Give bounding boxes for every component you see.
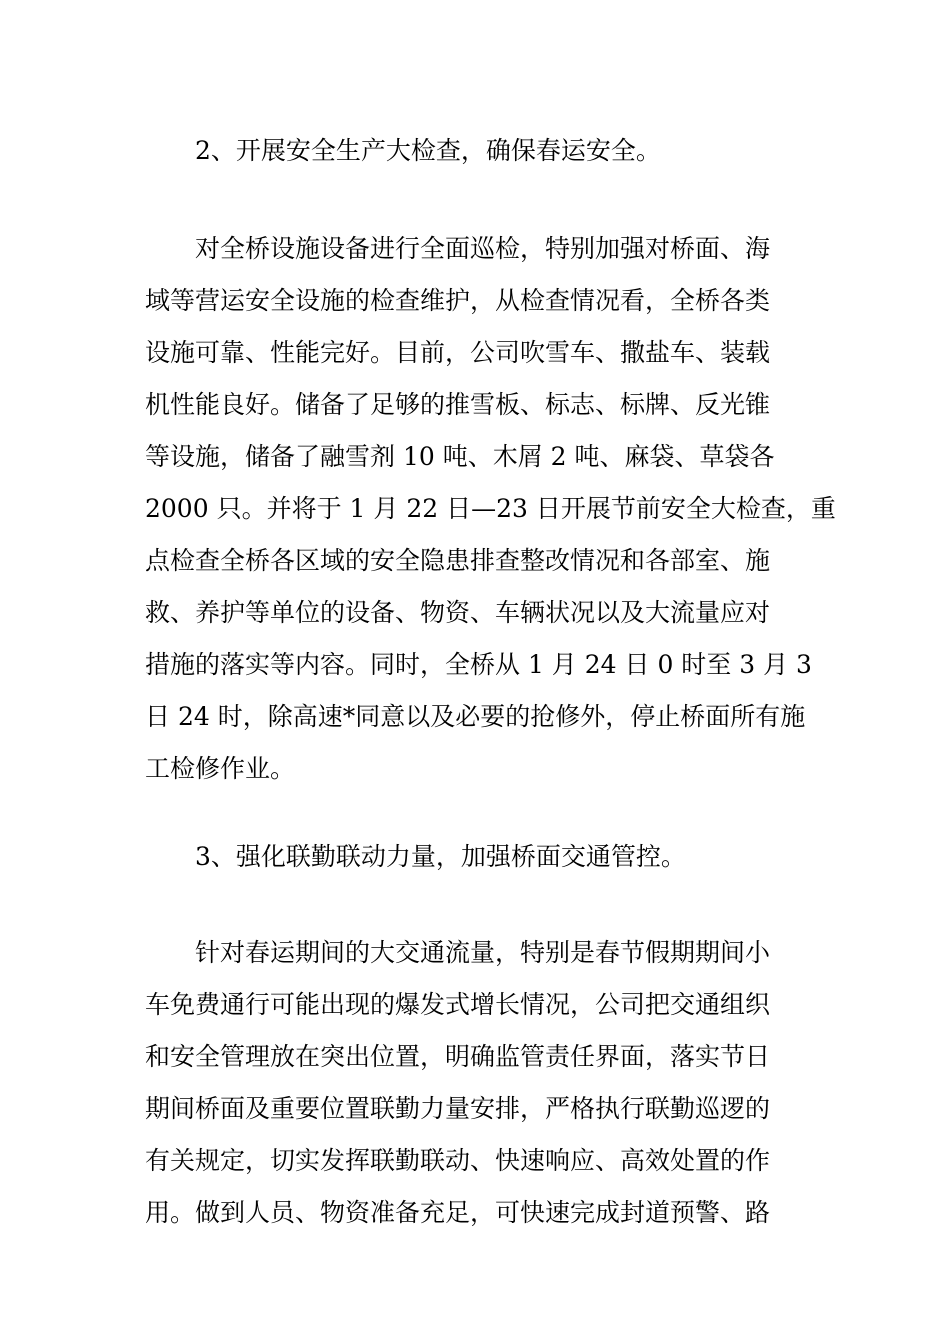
- paragraph-line: 车免费通行可能出现的爆发式增长情况，公司把交通组织: [145, 990, 771, 1019]
- paragraph-line: 有关规定，切实发挥联勤联动、快速响应、高效处置的作: [145, 1146, 771, 1175]
- paragraph-line: 用。做到人员、物资准备充足，可快速完成封道预警、路: [145, 1198, 771, 1227]
- paragraph-line: 机性能良好。储备了足够的推雪板、标志、标牌、反光锥: [145, 390, 771, 419]
- section-3-heading-text: 3、强化联勤联动力量，加强桥面交通管控。: [195, 842, 686, 871]
- paragraph-line: 设施可靠、性能完好。目前，公司吹雪车、撒盐车、装载: [145, 338, 771, 367]
- paragraph-line: 措施的落实等内容。同时，全桥从 1 月 24 日 0 时至 3 月 3: [145, 650, 812, 679]
- paragraph-line: 日 24 时，除高速*同意以及必要的抢修外，停止桥面所有施: [145, 702, 806, 731]
- paragraph-line: 域等营运安全设施的检查维护，从检查情况看，全桥各类: [145, 286, 771, 315]
- section-2-heading-text: 2、开展安全生产大检查，确保春运安全。: [195, 136, 661, 165]
- paragraph-line: 等设施，储备了融雪剂 10 吨、木屑 2 吨、麻袋、草袋各: [145, 442, 775, 471]
- paragraph-line: 期间桥面及重要位置联勤力量安排，严格执行联勤巡逻的: [145, 1094, 771, 1123]
- paragraph-line: 对全桥设施设备进行全面巡检，特别加强对桥面、海: [195, 234, 771, 263]
- paragraph-line: 针对春运期间的大交通流量，特别是春节假期期间小: [195, 938, 771, 967]
- paragraph-line: 和安全管理放在突出位置，明确监管责任界面，落实节日: [145, 1042, 771, 1071]
- paragraph-line: 点检查全桥各区域的安全隐患排查整改情况和各部室、施: [145, 546, 771, 575]
- paragraph-line: 救、养护等单位的设备、物资、车辆状况以及大流量应对: [145, 598, 771, 627]
- paragraph-line: 工检修作业。: [145, 754, 296, 783]
- paragraph-line: 2000 只。并将于 1 月 22 日—23 日开展节前安全大检查，重: [145, 494, 836, 523]
